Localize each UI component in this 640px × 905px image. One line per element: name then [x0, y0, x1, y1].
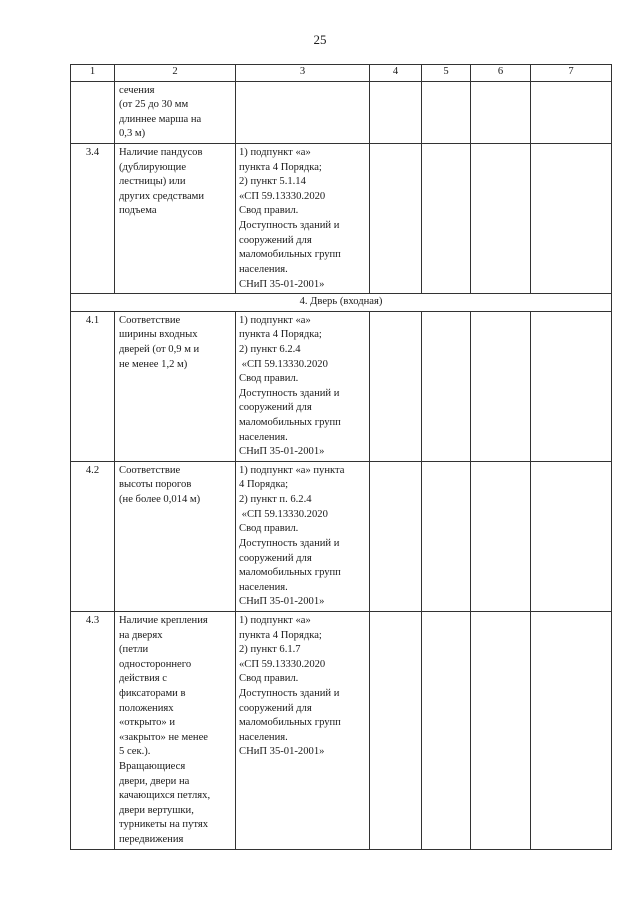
text-line: действия с — [119, 673, 167, 685]
text-line: 2) пункт 6.1.7 — [239, 644, 301, 656]
text-line: СНиП 35-01-2001» — [239, 278, 325, 290]
column-header-7: 7 — [531, 65, 612, 82]
text-line: пункта 4 Порядка; — [239, 161, 322, 173]
text-line: на дверях — [119, 629, 163, 641]
text-line: маломобильных групп — [239, 249, 341, 261]
text-line: турникеты на путях — [119, 819, 209, 831]
text-line: 1) подпункт «а» — [239, 314, 311, 326]
text-line: передвижения — [119, 834, 184, 846]
empty-cell — [471, 81, 531, 143]
text-line: положениях — [119, 702, 174, 714]
empty-cell — [422, 144, 471, 294]
text-line: маломобильных групп — [239, 417, 341, 429]
text-line: качающихся петлях, — [119, 790, 211, 802]
text-line: двери, двери на — [119, 775, 190, 787]
empty-cell — [422, 611, 471, 849]
empty-cell — [531, 144, 612, 294]
criterion-cell — [115, 461, 236, 611]
text-line: длиннее марша на — [119, 113, 202, 125]
text-line: Наличие пандусов — [119, 147, 203, 159]
text-line: пункта 4 Порядка; — [239, 329, 322, 341]
text-line: Свод правил. — [239, 523, 299, 535]
text-line: «СП 59.13330.2020 — [239, 658, 326, 670]
text-line: маломобильных групп — [239, 717, 341, 729]
text-line: 1) подпункт «а» пункта — [239, 464, 345, 476]
text-line: 0,3 м) — [119, 128, 146, 140]
section-row-4 — [71, 294, 612, 312]
empty-cell — [531, 461, 612, 611]
text-line: СНиП 35-01-2001» — [239, 746, 325, 758]
text-line: двери вертушки, — [119, 804, 194, 816]
reference-cell — [236, 81, 370, 143]
row-number: 4.1 — [71, 311, 115, 461]
text-line: (от 25 до 30 мм — [119, 99, 189, 111]
reference-cell — [236, 461, 370, 611]
text-line: «открыто» и — [119, 717, 176, 729]
table-row-4-1 — [71, 311, 612, 461]
criterion-cell — [115, 81, 236, 143]
text-line: сооружений для — [239, 552, 312, 564]
empty-cell — [422, 81, 471, 143]
text-line: Доступность зданий и — [239, 537, 340, 549]
row-number: 3.4 — [71, 144, 115, 294]
text-line: одностороннего — [119, 658, 192, 670]
text-line: 1) подпункт «а» — [239, 147, 311, 159]
section-title: 4. Дверь (входная) — [71, 294, 612, 312]
requirements-table — [70, 64, 612, 850]
empty-cell — [471, 144, 531, 294]
text-line: Доступность зданий и — [239, 687, 340, 699]
text-line: Свод правил. — [239, 205, 299, 217]
text-line: «закрыто» не менее — [119, 731, 208, 743]
text-line: «СП 59.13330.2020 — [239, 358, 328, 370]
text-line: Соответствие — [119, 464, 181, 476]
empty-cell — [370, 144, 422, 294]
text-line: сечения — [119, 84, 155, 96]
column-header-2: 2 — [115, 65, 236, 82]
text-line: маломобильных групп — [239, 567, 341, 579]
text-line: 4 Порядка; — [239, 479, 289, 491]
text-line: населения. — [239, 581, 288, 593]
text-line: других средствами — [119, 190, 205, 202]
text-line: населения. — [239, 731, 288, 743]
table-row-4-2 — [71, 461, 612, 611]
text-line: сооружений для — [239, 402, 312, 414]
text-line: Свод правил. — [239, 673, 299, 685]
empty-cell — [531, 611, 612, 849]
text-line: высоты порогов — [119, 479, 192, 491]
column-header-3: 3 — [236, 65, 370, 82]
empty-cell — [370, 81, 422, 143]
empty-cell — [471, 611, 531, 849]
reference-cell — [236, 144, 370, 294]
table-header-row — [71, 65, 612, 82]
row-number — [71, 81, 115, 143]
empty-cell — [370, 311, 422, 461]
criterion-cell — [115, 611, 236, 849]
empty-cell — [531, 81, 612, 143]
text-line: Вращающиеся — [119, 761, 186, 773]
text-line: (петли — [119, 644, 149, 656]
text-line: населения. — [239, 263, 288, 275]
text-line: сооружений для — [239, 234, 312, 246]
empty-cell — [531, 311, 612, 461]
reference-cell — [236, 611, 370, 849]
text-line: сооружений для — [239, 702, 312, 714]
text-line: 5 сек.). — [119, 746, 151, 758]
text-line: 1) подпункт «а» — [239, 614, 311, 626]
text-line: не менее 1,2 м) — [119, 358, 188, 370]
empty-cell — [422, 461, 471, 611]
text-line: пункта 4 Порядка; — [239, 629, 322, 641]
text-line: подъема — [119, 205, 157, 217]
empty-cell — [471, 311, 531, 461]
text-line: «СП 59.13330.2020 — [239, 508, 328, 520]
criterion-cell — [115, 311, 236, 461]
text-line: населения. — [239, 431, 288, 443]
empty-cell — [370, 461, 422, 611]
text-line: лестницы) или — [119, 176, 186, 188]
text-line: (дублирующие — [119, 161, 187, 173]
text-line: фиксаторами в — [119, 687, 186, 699]
text-line: Свод правил. — [239, 373, 299, 385]
empty-cell — [370, 611, 422, 849]
row-number: 4.2 — [71, 461, 115, 611]
text-line: СНиП 35-01-2001» — [239, 446, 325, 458]
text-line: ширины входных — [119, 329, 198, 341]
text-line: СНиП 35-01-2001» — [239, 596, 325, 608]
row-number: 4.3 — [71, 611, 115, 849]
text-line: дверей (от 0,9 м и — [119, 343, 200, 355]
column-header-4: 4 — [370, 65, 422, 82]
criterion-cell — [115, 144, 236, 294]
text-line: Доступность зданий и — [239, 387, 340, 399]
column-header-5: 5 — [422, 65, 471, 82]
text-line: 2) пункт 5.1.14 — [239, 176, 306, 188]
text-line: Соответствие — [119, 314, 181, 326]
reference-cell — [236, 311, 370, 461]
text-line: (не более 0,014 м) — [119, 494, 201, 506]
text-line: 2) пункт п. 6.2.4 — [239, 494, 312, 506]
empty-cell — [471, 461, 531, 611]
table-row-continuation — [71, 81, 612, 143]
page-number: 25 — [313, 32, 327, 47]
empty-cell — [422, 311, 471, 461]
text-line: «СП 59.13330.2020 — [239, 190, 326, 202]
column-header-6: 6 — [471, 65, 531, 82]
text-line: Доступность зданий и — [239, 220, 340, 232]
table-row-4-3 — [71, 611, 612, 849]
text-line: 2) пункт 6.2.4 — [239, 343, 301, 355]
table-row-3-4 — [71, 144, 612, 294]
text-line: Наличие крепления — [119, 614, 208, 626]
column-header-1: 1 — [71, 65, 115, 82]
